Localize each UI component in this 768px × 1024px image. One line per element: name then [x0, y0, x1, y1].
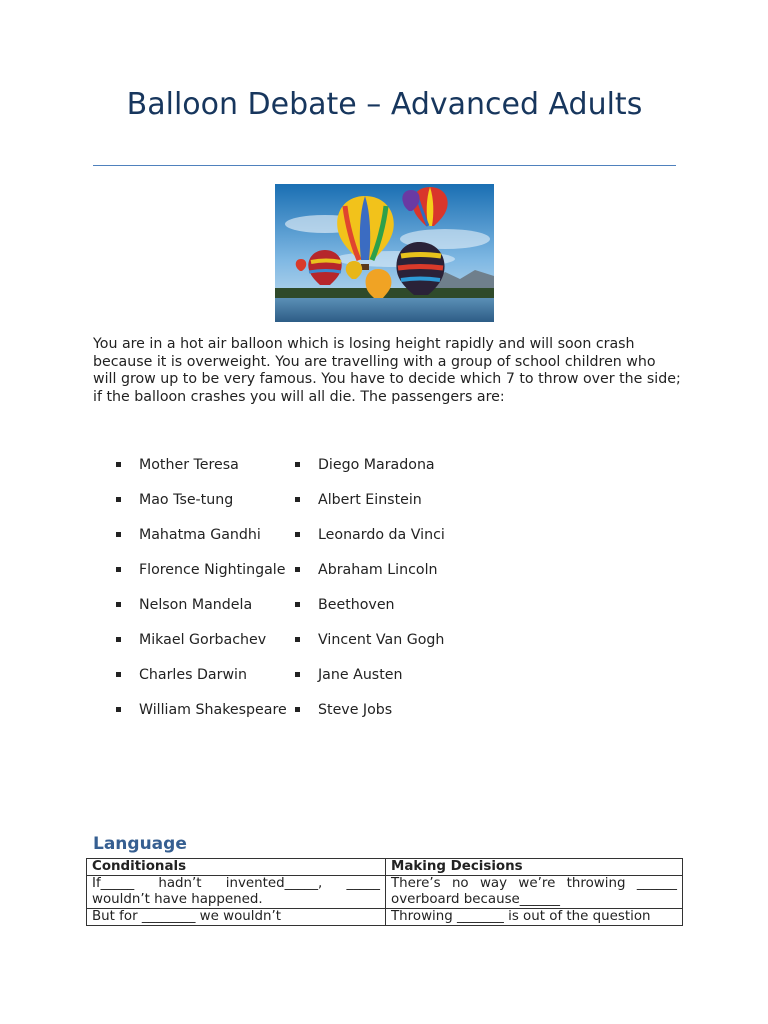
list-item — [295, 561, 445, 579]
passenger-name: Diego Maradona — [318, 457, 435, 473]
language-heading: Language — [93, 834, 187, 854]
hot-air-balloons-photo — [275, 184, 494, 322]
square-bullet-icon — [116, 497, 121, 502]
passenger-name: William Shakespeare — [139, 702, 287, 718]
passenger-name: Abraham Lincoln — [318, 562, 438, 578]
square-bullet-icon — [295, 462, 300, 467]
square-bullet-icon — [295, 707, 300, 712]
language-table — [86, 858, 683, 926]
list-item — [295, 596, 445, 614]
list-item — [116, 526, 296, 544]
passenger-name: Mao Tse-tung — [139, 492, 234, 508]
list-item — [116, 666, 296, 684]
passenger-name: Vincent Van Gogh — [318, 632, 445, 648]
square-bullet-icon — [116, 707, 121, 712]
passenger-name: Jane Austen — [318, 667, 403, 683]
list-item — [295, 701, 445, 719]
passenger-list-right — [295, 456, 445, 736]
table-cell: But for ________ we wouldn’t — [87, 909, 386, 926]
table-header-row — [87, 859, 683, 876]
square-bullet-icon — [295, 567, 300, 572]
square-bullet-icon — [295, 497, 300, 502]
square-bullet-icon — [116, 567, 121, 572]
passenger-name: Leonardo da Vinci — [318, 527, 445, 543]
passenger-list-left — [116, 456, 296, 736]
list-item — [116, 596, 296, 614]
column-header-making-decisions: Making Decisions — [386, 859, 683, 876]
passenger-name: Nelson Mandela — [139, 597, 253, 613]
list-item — [295, 491, 445, 509]
list-item — [295, 666, 445, 684]
square-bullet-icon — [116, 532, 121, 537]
table-cell: Throwing _______ is out of the question — [386, 909, 683, 926]
table-row — [87, 876, 683, 909]
column-header-conditionals: Conditionals — [87, 859, 386, 876]
square-bullet-icon — [295, 602, 300, 607]
passenger-name: Mikael Gorbachev — [139, 632, 267, 648]
list-item — [295, 631, 445, 649]
list-item — [116, 701, 296, 719]
passenger-name: Mahatma Gandhi — [139, 527, 261, 543]
square-bullet-icon — [295, 672, 300, 677]
square-bullet-icon — [295, 532, 300, 537]
passenger-name: Florence Nightingale — [139, 562, 286, 578]
square-bullet-icon — [116, 672, 121, 677]
list-item — [116, 491, 296, 509]
passenger-name: Steve Jobs — [318, 702, 393, 718]
list-item — [295, 456, 445, 474]
page-title: Balloon Debate – Advanced Adults — [126, 87, 643, 122]
table-cell: There’s no way we’re throwing ______ overboard because______ — [386, 876, 683, 909]
passenger-name: Beethoven — [318, 597, 395, 613]
intro-paragraph: You are in a hot air balloon which is losing height rapidly and will soon crash because it is overweight. You are travelling with a group of school children who will grow up to be very famous. You have to decide which 7 to throw over the side; if the balloon crashes you will all die. The passengers are: — [93, 336, 681, 405]
list-item — [116, 456, 296, 474]
square-bullet-icon — [295, 637, 300, 642]
square-bullet-icon — [116, 602, 121, 607]
list-item — [116, 561, 296, 579]
passenger-name: Charles Darwin — [139, 667, 247, 683]
passenger-name: Albert Einstein — [318, 492, 422, 508]
square-bullet-icon — [116, 462, 121, 467]
table-cell: If_____ hadn’t invented_____, _____ wouldn’t have happened. — [87, 876, 386, 909]
table-row — [87, 909, 683, 926]
square-bullet-icon — [116, 637, 121, 642]
list-item — [116, 631, 296, 649]
title-underline — [93, 165, 676, 166]
list-item — [295, 526, 445, 544]
passenger-name: Mother Teresa — [139, 457, 239, 473]
